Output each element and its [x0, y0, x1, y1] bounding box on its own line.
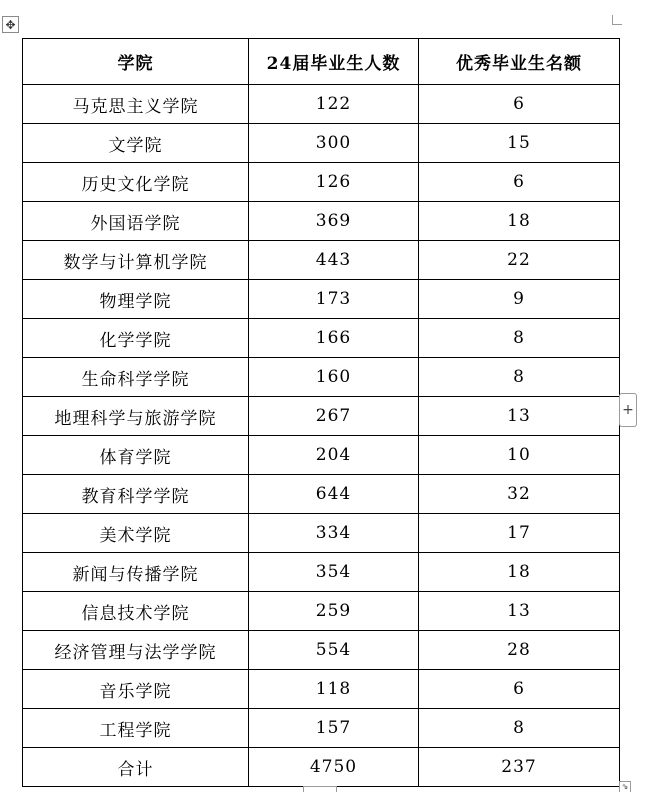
table-row	[23, 397, 620, 436]
cell-graduate-count[interactable]: 157	[249, 709, 419, 748]
cell-college[interactable]: 地理科学与旅游学院	[23, 397, 249, 436]
table-row	[23, 280, 620, 319]
cell-college[interactable]: 信息技术学院	[23, 592, 249, 631]
cell-excellent-quota[interactable]: 13	[419, 592, 620, 631]
cell-graduate-count[interactable]: 334	[249, 514, 419, 553]
cell-college[interactable]: 工程学院	[23, 709, 249, 748]
cell-excellent-quota[interactable]: 9	[419, 280, 620, 319]
cell-excellent-quota[interactable]: 8	[419, 709, 620, 748]
resize-corner-icon: ⇘	[621, 782, 629, 791]
cell-college[interactable]: 物理学院	[23, 280, 249, 319]
table-row	[23, 163, 620, 202]
cell-excellent-quota[interactable]: 17	[419, 514, 620, 553]
table-row	[23, 241, 620, 280]
cell-excellent-quota[interactable]: 6	[419, 670, 620, 709]
cell-graduate-count[interactable]: 166	[249, 319, 419, 358]
cell-excellent-quota[interactable]: 10	[419, 436, 620, 475]
cell-college[interactable]: 文学院	[23, 124, 249, 163]
move-arrows-icon: ✥	[5, 17, 16, 32]
table-row	[23, 319, 620, 358]
cell-excellent-quota[interactable]: 18	[419, 553, 620, 592]
cell-graduate-count[interactable]: 554	[249, 631, 419, 670]
cell-college[interactable]: 音乐学院	[23, 670, 249, 709]
table-row	[23, 85, 620, 124]
cell-excellent-quota[interactable]: 15	[419, 124, 620, 163]
add-row-button[interactable]	[619, 393, 637, 427]
table-total-row	[23, 748, 620, 787]
table-corner-mark	[612, 15, 622, 25]
cell-excellent-quota[interactable]: 32	[419, 475, 620, 514]
table-row	[23, 592, 620, 631]
cell-college[interactable]: 经济管理与法学学院	[23, 631, 249, 670]
cell-excellent-quota[interactable]: 6	[419, 85, 620, 124]
cell-graduate-count[interactable]: 369	[249, 202, 419, 241]
total-label[interactable]: 合计	[23, 748, 249, 787]
cell-excellent-quota[interactable]: 13	[419, 397, 620, 436]
table-body	[23, 85, 620, 787]
cell-excellent-quota[interactable]: 28	[419, 631, 620, 670]
cell-excellent-quota[interactable]: 18	[419, 202, 620, 241]
cell-college[interactable]: 数学与计算机学院	[23, 241, 249, 280]
table-row	[23, 358, 620, 397]
cell-excellent-quota[interactable]: 8	[419, 358, 620, 397]
table-row	[23, 124, 620, 163]
header-college[interactable]: 学院	[23, 39, 249, 85]
cell-college[interactable]: 生命科学学院	[23, 358, 249, 397]
cell-college[interactable]: 新闻与传播学院	[23, 553, 249, 592]
cell-excellent-quota[interactable]: 22	[419, 241, 620, 280]
table-row	[23, 553, 620, 592]
cell-graduate-count[interactable]: 126	[249, 163, 419, 202]
cell-college[interactable]: 体育学院	[23, 436, 249, 475]
cell-graduate-count[interactable]: 204	[249, 436, 419, 475]
cell-college[interactable]: 美术学院	[23, 514, 249, 553]
cell-college[interactable]: 教育科学学院	[23, 475, 249, 514]
cell-graduate-count[interactable]: 122	[249, 85, 419, 124]
cell-college[interactable]: 化学学院	[23, 319, 249, 358]
cell-college[interactable]: 历史文化学院	[23, 163, 249, 202]
cell-graduate-count[interactable]: 259	[249, 592, 419, 631]
table-row	[23, 436, 620, 475]
cell-excellent-quota[interactable]: 6	[419, 163, 620, 202]
header-excellent-quota[interactable]: 优秀毕业生名额	[419, 39, 620, 85]
total-excellent-quota[interactable]: 237	[419, 748, 620, 787]
cell-graduate-count[interactable]: 443	[249, 241, 419, 280]
table-bottom-handle[interactable]	[303, 786, 337, 792]
cell-graduate-count[interactable]: 173	[249, 280, 419, 319]
plus-icon: +	[622, 402, 634, 418]
table-row	[23, 475, 620, 514]
cell-graduate-count[interactable]: 267	[249, 397, 419, 436]
cell-graduate-count[interactable]: 644	[249, 475, 419, 514]
table-row	[23, 709, 620, 748]
table-row	[23, 202, 620, 241]
cell-graduate-count[interactable]: 354	[249, 553, 419, 592]
table-row	[23, 670, 620, 709]
cell-graduate-count[interactable]: 160	[249, 358, 419, 397]
table-move-handle[interactable]	[2, 16, 19, 33]
table-header-row	[23, 39, 620, 85]
cell-excellent-quota[interactable]: 8	[419, 319, 620, 358]
graduates-table	[22, 38, 620, 787]
cell-college[interactable]: 外国语学院	[23, 202, 249, 241]
total-graduate-count[interactable]: 4750	[249, 748, 419, 787]
cell-college[interactable]: 马克思主义学院	[23, 85, 249, 124]
header-graduate-count[interactable]: 24届毕业生人数	[249, 39, 419, 85]
table-row	[23, 514, 620, 553]
table-row	[23, 631, 620, 670]
cell-graduate-count[interactable]: 118	[249, 670, 419, 709]
table-resize-handle[interactable]	[619, 781, 631, 792]
cell-graduate-count[interactable]: 300	[249, 124, 419, 163]
